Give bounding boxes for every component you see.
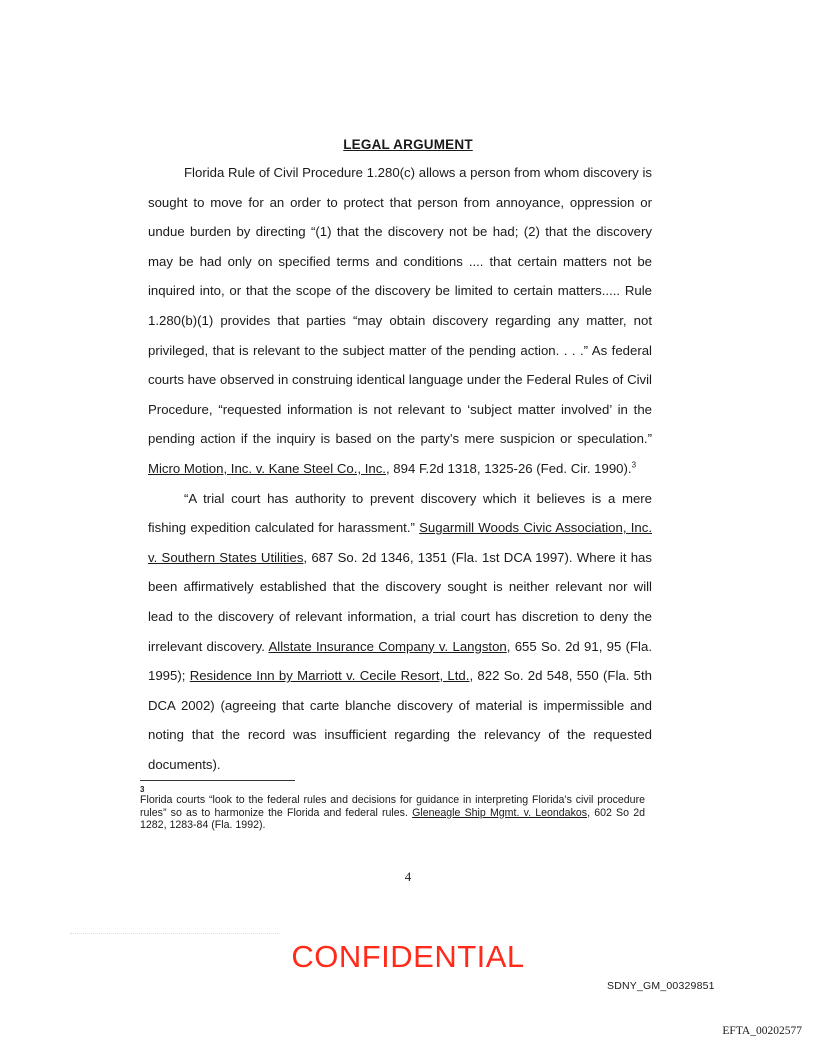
paragraph-2	[148, 484, 652, 780]
case-citation-allstate: Allstate Insurance Company v. Langston	[268, 638, 507, 654]
footnote-reference: 3	[631, 460, 637, 470]
footnote-divider	[140, 780, 295, 781]
case-citation-gleneagle: Gleneagle Ship Mgmt. v. Leondakos	[412, 806, 588, 819]
footnote-text-a: Florida courts “look to the federal rules and decisions for guidance in interpreting Florida’s civil procedure rules” so as to harmonize the Florida and federal rules.	[140, 794, 645, 819]
paragraph-1-text-b: , 894 F.2d 1318, 1325-26 (Fed. Cir. 1990).	[385, 460, 632, 476]
footnote	[140, 786, 645, 832]
case-citation-residence-inn: Residence Inn by Marriott v. Cecile Resort, Ltd.	[189, 668, 470, 684]
case-citation-micro-motion: Micro Motion, Inc. v. Kane Steel Co., Inc.	[148, 460, 386, 476]
section-heading: LEGAL ARGUMENT	[343, 137, 473, 152]
paragraph-2-text-c: , 655 So. 2d 91, 95 (Fla. 1995);	[148, 638, 652, 684]
footnote-text-b: , 602 So 2d 1282, 1283-84 (Fla. 1992).	[140, 806, 645, 832]
confidential-stamp: CONFIDENTIAL	[291, 939, 525, 974]
case-citation-sugarmill: Sugarmill Woods Civic Association, Inc. v. Southern States Utilities	[148, 520, 652, 565]
paragraph-2-text-d: , 822 So. 2d 548, 550 (Fla. 5th DCA 2002) (agreeing that carte blanche discovery of material is impermissible and noting that the record was insufficient regarding the relevancy of the requested documents).	[148, 668, 652, 772]
body-text	[148, 158, 652, 779]
paragraph-1-text-a: Florida Rule of Civil Procedure 1.280(c) allows a person from whom discovery is sought to move for an order to protect that person from annoyance, oppression or undue burden by directing “(1) that the discovery not be had; (2) that the discovery may be had only on specified terms and conditions .... that certain matters not be inquired into, or that the scope of the discovery be limited to certain matters..... Rule 1.280(b)(1) provides that parties “may obtain discovery regarding any matter, not privileged, that is relevant to the subject matter of the pending action. . . .” As federal courts have observed in construing identical language under the Federal Rules of Civil Procedure, “requested information is not relevant to ‘subject matter involved’ in the pending action if the inquiry is based on the party’s mere suspicion or speculation.”	[148, 165, 652, 447]
paragraph-2-text-b: , 687 So. 2d 1346, 1351 (Fla. 1st DCA 1997). Where it has been affirmatively established that the discovery sought is neither relevant nor will lead to the discovery of relevant information, a trial court has discretion to deny the irrelevant discovery.	[148, 549, 652, 654]
efta-number: EFTA_00202577	[722, 1025, 802, 1037]
paragraph-1	[148, 158, 652, 484]
scan-artifact	[70, 933, 280, 934]
page-number: 4	[404, 869, 412, 884]
footnote-number: 3	[140, 785, 145, 794]
bates-number: SDNY_GM_00329851	[607, 980, 715, 992]
paragraph-2-text-a: “A trial court has authority to prevent discovery which it believes is a mere fishing expedition calculated for harassment.”	[148, 490, 652, 536]
